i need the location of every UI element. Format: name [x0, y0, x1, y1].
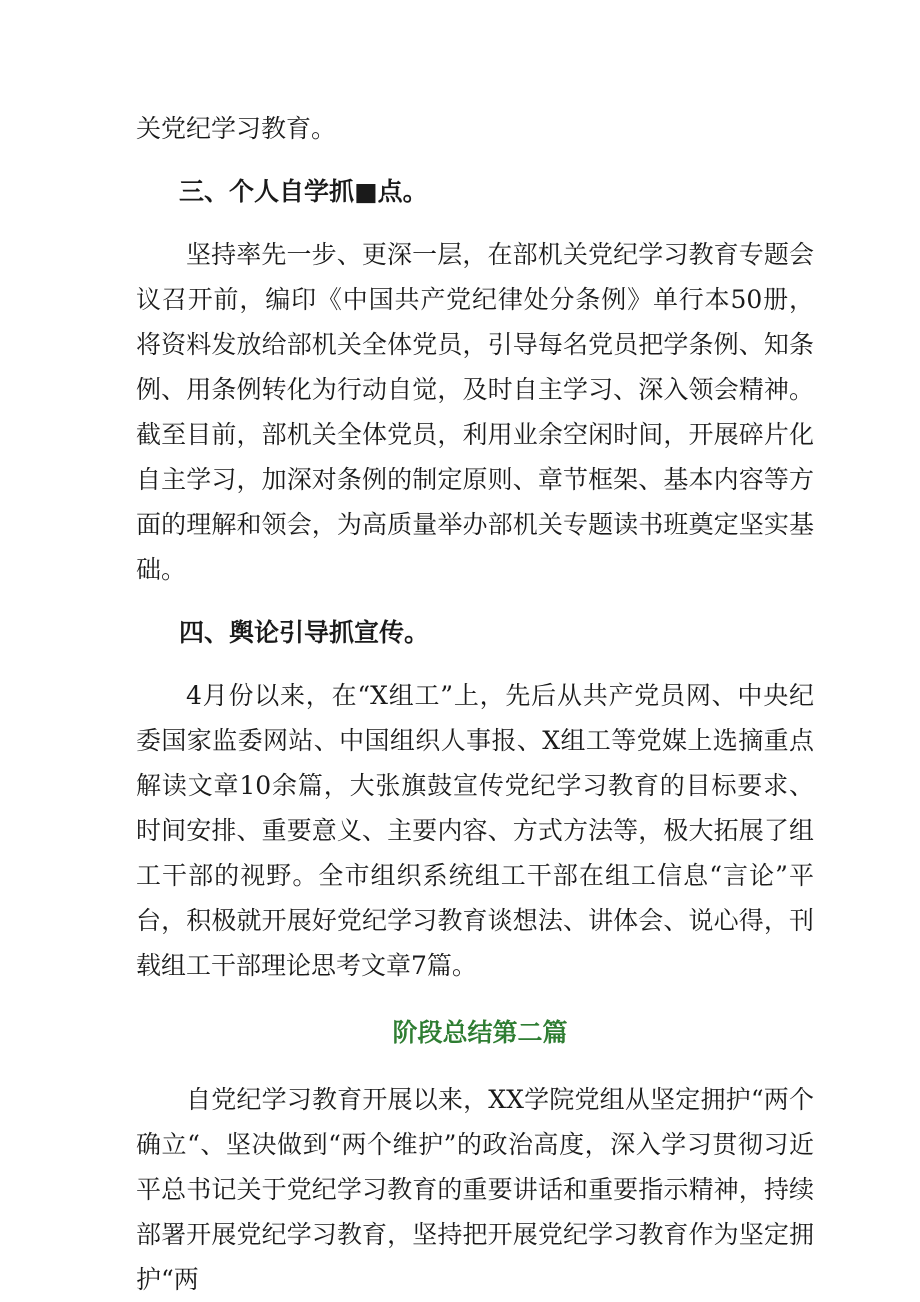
heading-section-3: 三、个人自学抓■点。 — [179, 177, 428, 206]
paragraph-self-study: 坚持率先一步、更深一层，在部机关党纪学习教育专题会议召开前，编印《中国共产党纪律处分条例》单行本50册，将资料发放给部机关全体党员，引导每名党员把学条例、知条例、用条例转化为行动自觉，及时自主学习、深入领会精神。截至目前，部机关全体党员，利用业余空闲时间，开展碎片化自主学习，加深对条例的制定原则、章节框架、基本内容等方面的理解和领会，为高质量举办部机关专题读书班奠定坚实基础。 — [136, 240, 814, 584]
paragraph-publicity: 4月份以来，在“X组工”上，先后从共产党员网、中央纪委国家监委网站、中国组织人事报、X组工等党媒上选摘重点解读文章10余篇，大张旗鼓宣传党纪学习教育的目标要求、时间安排、重要意义、主要内容、方式方法等，极大拓展了组工干部的视野。全市组织系统组工干部在组工信息“言论”平台，积极就开展好党纪学习教育谈想法、讲体会、说心得，刊载组工干部理论思考文章7篇。 — [136, 681, 814, 980]
section-title: 阶段总结第二篇 — [392, 1018, 568, 1047]
paragraph-continued: 关党纪学习教育。 — [136, 114, 337, 143]
heading-section-4: 四、舆论引导抓宣传。 — [179, 618, 430, 647]
paragraph-second-article: 自党纪学习教育开展以来，XX学院党组从坚定拥护“两个确立“、坚决做到“两个维护”的政治高度，深入学习贯彻习近平总书记关于党纪学习教育的重要讲话和重要指示精神，持续部署开展党纪学习教育，坚持把开展党纪学习教育作为坚定拥护“两 — [136, 1085, 814, 1294]
